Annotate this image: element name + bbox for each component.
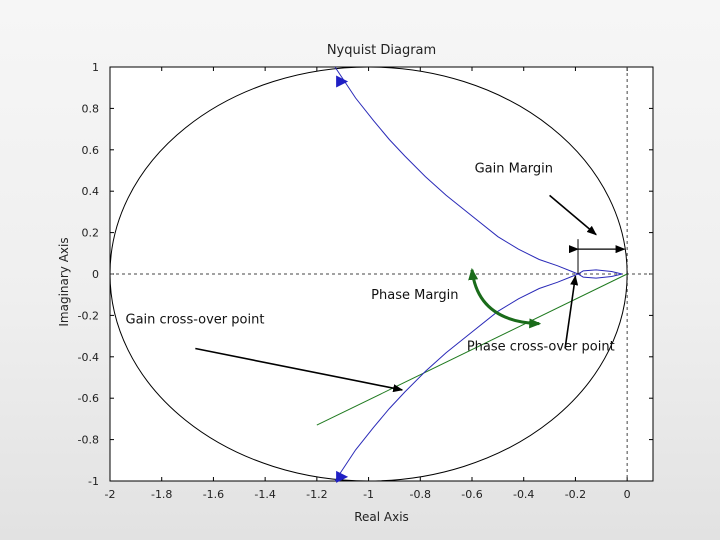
x-tick-label: -2 — [104, 488, 116, 501]
x-tick-label: -0.2 — [564, 488, 587, 501]
y-tick-label: 0.4 — [81, 185, 99, 199]
y-tick-label: -1 — [88, 475, 99, 488]
y-tick-label: 0 — [92, 268, 99, 281]
x-tick-label: -1.2 — [306, 488, 328, 501]
x-tick-label: 0 — [623, 488, 631, 501]
y-tick-label: 1 — [92, 61, 99, 74]
x-tick-label: -0.6 — [461, 488, 483, 501]
y-tick-label: -0.6 — [77, 392, 99, 406]
nyquist-chart — [57, 43, 653, 524]
y-tick-label: -0.2 — [77, 309, 99, 323]
y-tick-label: -0.8 — [77, 433, 99, 447]
y-tick-label: 0.8 — [81, 102, 99, 116]
gain-crossover-label: Gain cross-over point — [125, 312, 265, 328]
y-tick-label: 0.6 — [81, 143, 99, 157]
x-tick-label: -0.8 — [409, 488, 432, 501]
chart-title: Nyquist Diagram — [326, 43, 437, 58]
y-axis-label: Imaginary Axis — [57, 237, 71, 327]
phase-crossover-label: Phase cross-over point — [466, 339, 615, 355]
x-tick-label: -1.8 — [150, 488, 173, 501]
y-tick-label: -0.4 — [77, 350, 99, 364]
x-tick-label: -0.4 — [512, 488, 535, 501]
x-tick-label: -1.6 — [202, 488, 225, 501]
x-tick-label: -1.4 — [254, 488, 276, 501]
phase-margin-label: Phase Margin — [371, 287, 459, 303]
gain-margin-label: Gain Margin — [474, 161, 554, 177]
x-tick-label: -1 — [363, 488, 375, 501]
x-axis-label: Real Axis — [354, 510, 409, 524]
y-tick-label: 0.2 — [81, 226, 99, 240]
